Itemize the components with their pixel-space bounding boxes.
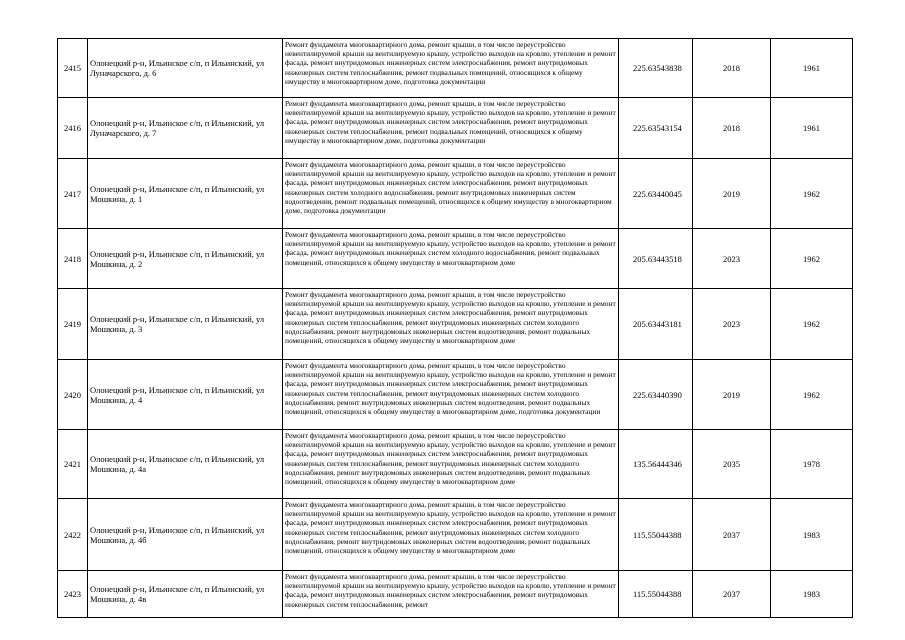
- plan-year-cell: 2019: [693, 360, 771, 430]
- address-cell: Олонецкий р-н, Ильинское с/п, п Ильинский, ул Луначарского, д. 7: [88, 98, 283, 159]
- plan-year-cell: 2037: [693, 499, 771, 571]
- works-cell: Ремонт фундамента многоквартирного дома, ремонт крыши, в том числе переустройство невентилируемой крыши на вентилируемую крышу, устройство выходов на кровлю, утепление и ремонт фасада, ремонт внутридомовых инженерных систем электроснабжения, ремонт внутридомовых инженерных систем теплоснабжения, ремонт: [283, 571, 619, 618]
- built-year-cell: 1962: [771, 360, 853, 430]
- works-cell: Ремонт фундамента многоквартирного дома, ремонт крыши, в том числе переустройство невентилируемой крыши на вентилируемую крышу, устройство выходов на кровлю, утепление и ремонт фасада, ремонт внутридомовых инженерных систем электроснабжения, ремонт внутридомовых инженерных систем теплоснабжения, ремонт внутридомовых инженерных систем холодного водоснабжения, ремонт внутридомовых инженерных систем водоотведения, ремонт подвальных помещений, относящихся к общему имуществу в многоквартирном доме, подготовка документации: [283, 360, 619, 430]
- built-year-cell: 1983: [771, 499, 853, 571]
- plan-year-cell: 2023: [693, 229, 771, 289]
- row-number: 2423: [58, 571, 88, 618]
- plan-year-cell: 2018: [693, 98, 771, 159]
- cost-cell: 225.63543838: [619, 39, 693, 98]
- built-year-cell: 1978: [771, 430, 853, 499]
- address-cell: Олонецкий р-н, Ильинское с/п, п Ильинский, ул Мошкина, д. 4а: [88, 430, 283, 499]
- row-number: 2420: [58, 360, 88, 430]
- works-cell: Ремонт фундамента многоквартирного дома, ремонт крыши, в том числе переустройство невентилируемой крыши на вентилируемую крышу, устройство выходов на кровлю, утепление и ремонт фасада, ремонт внутридомовых инженерных систем электроснабжения, ремонт внутридомовых инженерных систем теплоснабжения, ремонт подвальных помещений, относящихся к общему имуществу в многоквартирном доме, подготовка документации: [283, 39, 619, 98]
- plan-year-cell: 2019: [693, 159, 771, 229]
- table-row: [58, 430, 853, 499]
- plan-year-cell: 2035: [693, 430, 771, 499]
- built-year-cell: 1962: [771, 229, 853, 289]
- built-year-cell: 1961: [771, 98, 853, 159]
- address-cell: Олонецкий р-н, Ильинское с/п, п Ильинский, ул Мошкина, д. 4в: [88, 571, 283, 618]
- cost-cell: 225.63543154: [619, 98, 693, 159]
- built-year-cell: 1983: [771, 571, 853, 618]
- cost-cell: 115.55044388: [619, 499, 693, 571]
- built-year-cell: 1962: [771, 159, 853, 229]
- cost-cell: 205.63443518: [619, 229, 693, 289]
- row-number: 2417: [58, 159, 88, 229]
- address-cell: Олонецкий р-н, Ильинское с/п, п Ильинский, ул Мошкина, д. 4: [88, 360, 283, 430]
- table-row: [58, 159, 853, 229]
- row-number: 2419: [58, 289, 88, 360]
- cost-cell: 225.63440390: [619, 360, 693, 430]
- cost-cell: 135.56444346: [619, 430, 693, 499]
- cost-cell: 115.55044388: [619, 571, 693, 618]
- table-row: [58, 39, 853, 98]
- table-row: [58, 229, 853, 289]
- address-cell: Олонецкий р-н, Ильинское с/п, п Ильинский, ул Мошкина, д. 2: [88, 229, 283, 289]
- address-cell: Олонецкий р-н, Ильинское с/п, п Ильинский, ул Мошкина, д. 3: [88, 289, 283, 360]
- table-row: [58, 98, 853, 159]
- built-year-cell: 1962: [771, 289, 853, 360]
- address-cell: Олонецкий р-н, Ильинское с/п, п Ильинский, ул Мошкина, д. 4б: [88, 499, 283, 571]
- plan-year-cell: 2018: [693, 39, 771, 98]
- capital-repair-table: [57, 38, 853, 618]
- address-cell: Олонецкий р-н, Ильинское с/п, п Ильинский, ул Луначарского, д. 6: [88, 39, 283, 98]
- cost-cell: 205.63443181: [619, 289, 693, 360]
- works-cell: Ремонт фундамента многоквартирного дома, ремонт крыши, в том числе переустройство невентилируемой крыши на вентилируемую крышу, устройство выходов на кровлю, утепление и ремонт фасада, ремонт внутридомовых инженерных систем электроснабжения, ремонт внутридомовых инженерных систем теплоснабжения, ремонт внутридомовых инженерных систем холодного водоснабжения, ремонт внутридомовых инженерных систем водоотведения, ремонт подвальных помещений, относящихся к общему имуществу в многоквартирном доме: [283, 289, 619, 360]
- built-year-cell: 1961: [771, 39, 853, 98]
- table-row: [58, 499, 853, 571]
- cost-cell: 225.63440045: [619, 159, 693, 229]
- address-cell: Олонецкий р-н, Ильинское с/п, п Ильинский, ул Мошкина, д. 1: [88, 159, 283, 229]
- works-cell: Ремонт фундамента многоквартирного дома, ремонт крыши, в том числе переустройство невентилируемой крыши на вентилируемую крышу, устройство выходов на кровлю, утепление и ремонт фасада, ремонт внутридомовых инженерных систем электроснабжения, ремонт внутридомовых инженерных систем холодного водоснабжения, ремонт внутридомовых инженерных систем водоотведения, ремонт подвальных помещений, относящихся к общему имуществу в многоквартирном доме, подготовка документации: [283, 159, 619, 229]
- row-number: 2416: [58, 98, 88, 159]
- works-cell: Ремонт фундамента многоквартирного дома, ремонт крыши, в том числе переустройство невентилируемой крыши на вентилируемую крышу, устройство выходов на кровлю, утепление и ремонт фасада, ремонт внутридомовых инженерных систем электроснабжения, ремонт внутридомовых инженерных систем теплоснабжения, ремонт внутридомовых инженерных систем холодного водоснабжения, ремонт внутридомовых инженерных систем водоотведения, ремонт подвальных помещений, относящихся к общему имуществу в многоквартирном доме: [283, 499, 619, 571]
- table-row: [58, 360, 853, 430]
- row-number: 2421: [58, 430, 88, 499]
- row-number: 2422: [58, 499, 88, 571]
- row-number: 2418: [58, 229, 88, 289]
- plan-year-cell: 2037: [693, 571, 771, 618]
- row-number: 2415: [58, 39, 88, 98]
- plan-year-cell: 2023: [693, 289, 771, 360]
- works-cell: Ремонт фундамента многоквартирного дома, ремонт крыши, в том числе переустройство невентилируемой крыши на вентилируемую крышу, устройство выходов на кровлю, утепление и ремонт фасада, ремонт внутридомовых инженерных систем электроснабжения, ремонт внутридомовых инженерных систем теплоснабжения, ремонт внутридомовых инженерных систем холодного водоснабжения, ремонт внутридомовых инженерных систем водоотведения, ремонт подвальных помещений, относящихся к общему имуществу в многоквартирном доме: [283, 430, 619, 499]
- table-row: [58, 571, 853, 618]
- works-cell: Ремонт фундамента многоквартирного дома, ремонт крыши, в том числе переустройство невентилируемой крыши на вентилируемую крышу, устройство выходов на кровлю, утепление и ремонт фасада, ремонт внутридомовых инженерных систем электроснабжения, ремонт внутридомовых инженерных систем теплоснабжения, ремонт подвальных помещений, относящихся к общему имуществу в многоквартирном доме, подготовка документации: [283, 98, 619, 159]
- works-cell: Ремонт фундамента многоквартирного дома, ремонт крыши, в том числе переустройство невентилируемой крыши на вентилируемую крышу, устройство выходов на кровлю, утепление и ремонт фасада, ремонт внутридомовых инженерных систем холодного водоснабжения, ремонт подвальных помещений, относящихся к общему имуществу в многоквартирном доме: [283, 229, 619, 289]
- table-row: [58, 289, 853, 360]
